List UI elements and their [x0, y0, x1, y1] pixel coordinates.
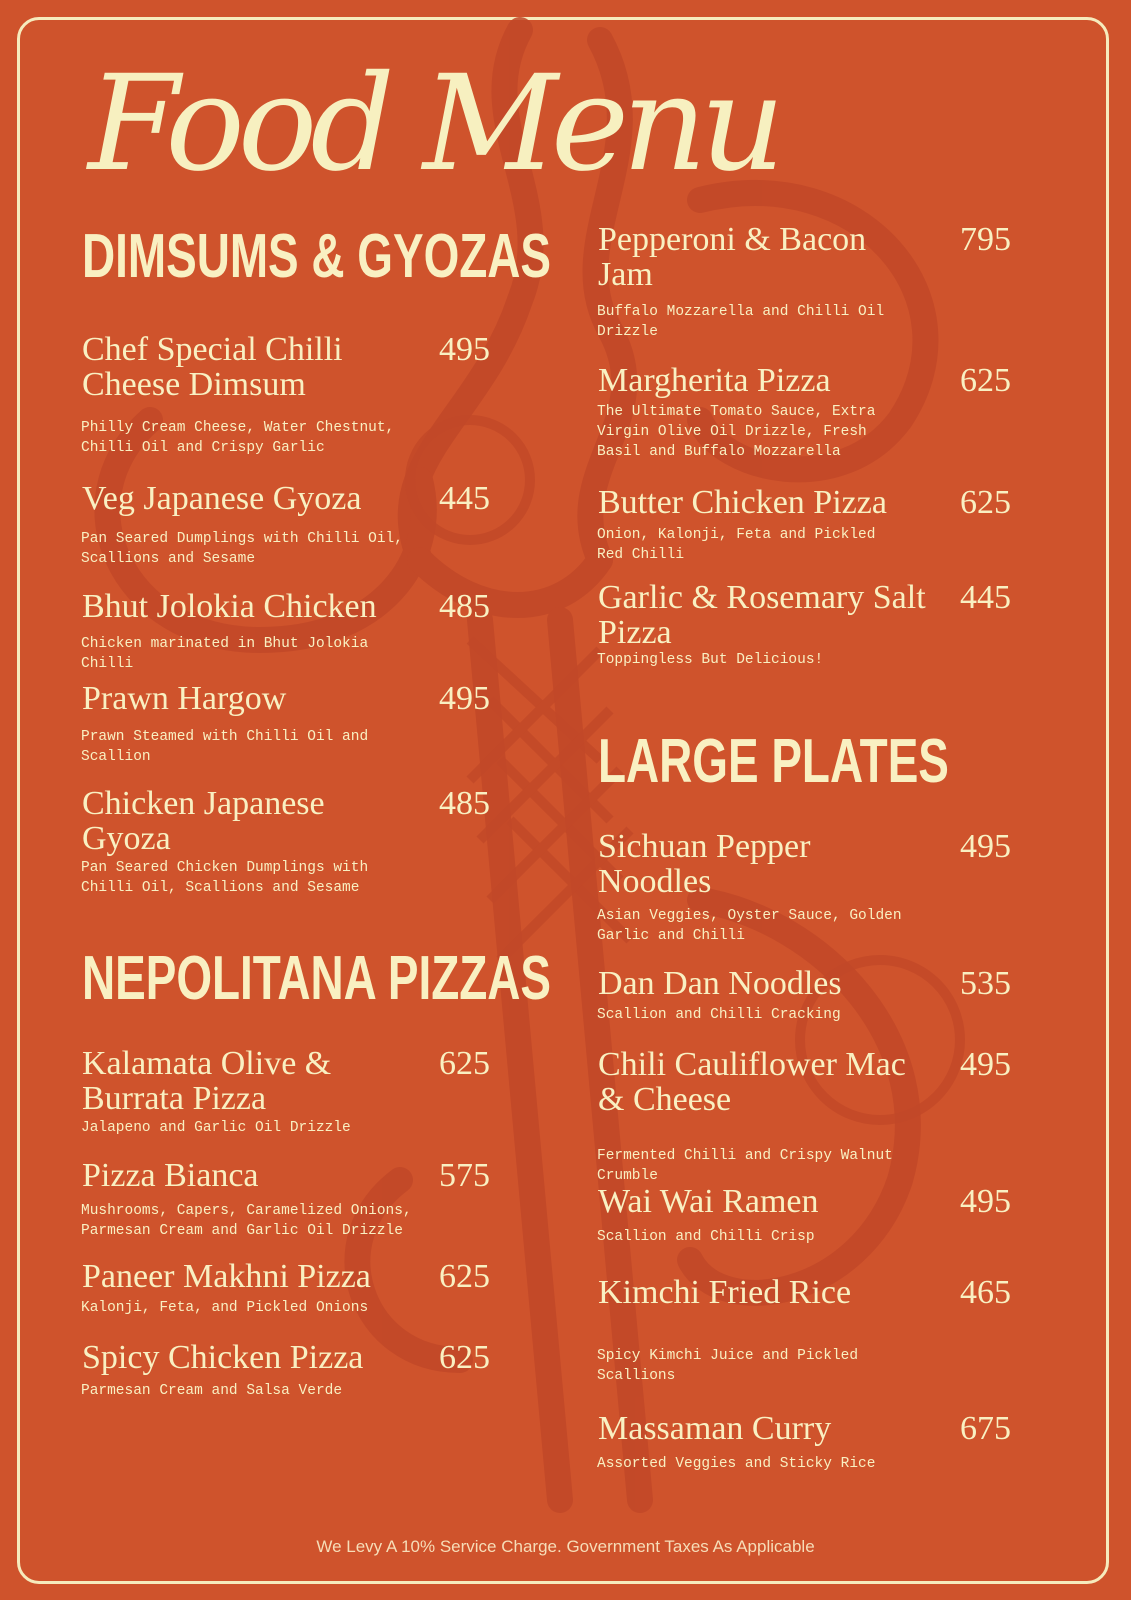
item-price: 675: [960, 1410, 1011, 1447]
item-price: 625: [960, 484, 1011, 521]
item-description: Toppingless But Delicious!: [597, 652, 824, 668]
item-name: Butter Chicken Pizza: [598, 484, 887, 521]
item-name: Chicken Japanese Gyoza: [82, 785, 325, 857]
item-description: Parmesan Cream and Salsa Verde: [81, 1383, 343, 1399]
item-name: Bhut Jolokia Chicken: [82, 588, 377, 625]
item-price: 495: [960, 1183, 1011, 1220]
item-price: 445: [439, 480, 490, 517]
item-price: 625: [439, 1339, 490, 1376]
item-name: Kimchi Fried Rice: [598, 1274, 852, 1311]
item-price: 465: [960, 1274, 1011, 1311]
menu-title: Food Menu: [88, 47, 779, 201]
item-price: 625: [439, 1045, 490, 1082]
item-name: Spicy Chicken Pizza: [82, 1339, 364, 1376]
item-name: Veg Japanese Gyoza: [82, 480, 362, 517]
item-name: Pepperoni & Bacon Jam: [598, 221, 867, 293]
item-description: Scallion and Chilli Cracking: [597, 1007, 841, 1023]
item-price: 495: [439, 331, 490, 368]
item-description: Scallion and Chilli Crisp: [597, 1229, 815, 1245]
item-price: 485: [439, 785, 490, 822]
item-description: Chicken marinated in Bhut Jolokia Chilli: [81, 636, 369, 672]
item-description: Kalonji, Feta, and Pickled Onions: [81, 1300, 369, 1316]
item-name: Chili Cauliflower Mac & Cheese: [598, 1046, 906, 1118]
item-price: 495: [960, 828, 1011, 865]
item-description: Pan Seared Chicken Dumplings with Chilli Oil, Scallions and Sesame: [81, 860, 369, 896]
item-price: 485: [439, 588, 490, 625]
item-price: 625: [960, 362, 1011, 399]
item-name: Prawn Hargow: [82, 680, 287, 717]
item-description: Mushrooms, Capers, Caramelized Onions, Parmesan Cream and Garlic Oil Drizzle: [81, 1203, 412, 1239]
section-title-dimsums: DIMSUMS & GYOZAS: [82, 222, 552, 291]
item-name: Massaman Curry: [598, 1410, 832, 1447]
item-description: The Ultimate Tomato Sauce, Extra Virgin Olive Oil Drizzle, Fresh Basil and Buffalo Mozzarella: [597, 404, 876, 460]
item-description: Pan Seared Dumplings with Chilli Oil, Scallions and Sesame: [81, 531, 403, 567]
item-price: 495: [439, 680, 490, 717]
section-title-pizzas: NEPOLITANA PIZZAS: [82, 944, 551, 1013]
item-price: 575: [439, 1157, 490, 1194]
item-price: 625: [439, 1258, 490, 1295]
item-name: Dan Dan Noodles: [598, 965, 842, 1002]
item-description: Fermented Chilli and Crispy Walnut Crumble: [597, 1148, 893, 1184]
item-name: Kalamata Olive & Burrata Pizza: [82, 1045, 332, 1117]
service-charge-note: We Levy A 10% Service Charge. Government Taxes As Applicable: [316, 1537, 815, 1556]
item-price: 795: [960, 221, 1011, 258]
item-description: Jalapeno and Garlic Oil Drizzle: [81, 1120, 351, 1136]
item-description: Asian Veggies, Oyster Sauce, Golden Garlic and Chilli: [597, 908, 902, 944]
item-name: Garlic & Rosemary Salt Pizza: [598, 579, 926, 651]
item-name: Chef Special Chilli Cheese Dimsum: [82, 331, 343, 403]
item-description: Philly Cream Cheese, Water Chestnut, Chilli Oil and Crispy Garlic: [81, 420, 395, 456]
item-name: Paneer Makhni Pizza: [82, 1258, 371, 1295]
item-description: Prawn Steamed with Chilli Oil and Scallion: [81, 729, 369, 765]
item-price: 495: [960, 1046, 1011, 1083]
item-name: Sichuan Pepper Noodles: [598, 828, 811, 900]
item-name: Margherita Pizza: [598, 362, 831, 399]
item-name: Wai Wai Ramen: [598, 1183, 819, 1220]
item-description: Buffalo Mozzarella and Chilli Oil Drizzle: [597, 304, 885, 340]
item-description: Assorted Veggies and Sticky Rice: [597, 1456, 876, 1472]
section-title-large-plates: LARGE PLATES: [598, 727, 949, 796]
item-price: 445: [960, 579, 1011, 616]
item-description: Onion, Kalonji, Feta and Pickled Red Chilli: [597, 527, 876, 563]
item-description: Spicy Kimchi Juice and Pickled Scallions: [597, 1348, 859, 1384]
item-price: 535: [960, 965, 1011, 1002]
item-name: Pizza Bianca: [82, 1157, 259, 1194]
